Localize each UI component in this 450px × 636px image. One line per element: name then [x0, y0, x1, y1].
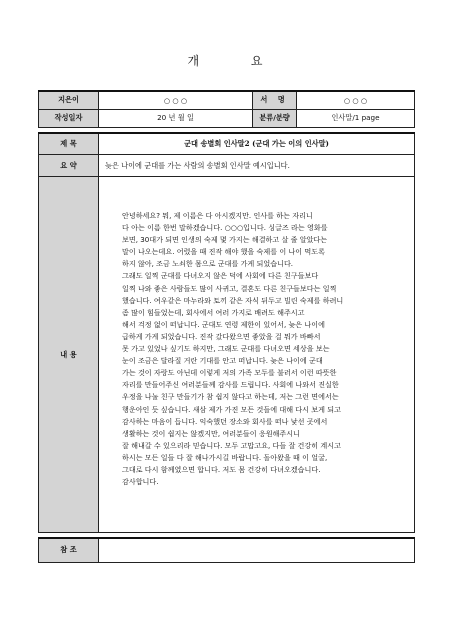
author-value: ○ ○ ○: [99, 91, 253, 109]
content-cell: [99, 177, 415, 533]
summary-value: 늦은 나이에 군대를 가는 사람의 송별회 인사말 예시입니다.: [99, 155, 415, 177]
date-value: 20 년 월 일: [99, 109, 253, 127]
subject-row: [39, 133, 415, 155]
subject-label: 제 목: [39, 133, 99, 155]
reference-label: 참 조: [39, 538, 99, 562]
category-value: 인사말/1 page: [297, 109, 415, 127]
content-text: 안녕하세요? 뭐, 제 이름은 다 아시겠지만. 인사를 하는 자리니 다 아는 이름 한번 말하겠습니다. ○○○입니다. 싱글즈 라는 영화를 보면, 30대가 되면 인생의 숙제 몇 가지는 해결하고 살 줄 알았다는 말이 나오는데요. 어렸을 때 진작 해야 했을 숙제를 이 나이 먹도록 하지 않아, 조금 노쇠한 몸으로 군대를 가게 되었습니다. 그래도 일찍 군대를 다녀오지 않은 덕에 사회에 다른 친구들보다 일찍 나와 좋은 사람들도 많이 사귀고, 결혼도 다른 친구들보다는 일찍 했습니다. 여우같은 마누라와 토끼 같은 자식 뒤두고 빌린 숙제를 하려니 좀 많이 힘들었는데, 회사에서 여러 가지로 배려도 해주시고 해서 걱정 없이 떠납니다. 군대도 연령 제한이 있어서, 늦은 나이에 급하게 가게 되었습니다. 진작 갔다왔으면 좋았을 걸 뭐가 바빠서 못 가고 있었나 싶기도 하지만, 그래도 군대를 다녀오면 세상을 보는 눈이 조금은 달라질 거란 기대를 안고 떠납니다. 늦은 나이에 군대 가는 것이 자랑도 아닌데 이렇게 저의 가족 모두를 불러서 이런 따뜻한 자리를 만들어주신 여러분들께 감사를 드립니다. 사회에 나와서 진실한 우정을 나눌 친구 만들기가 참 쉽지 않다고 하는데, 저는 그런 면에서는 행운아인 듯 싶습니다. 새삼 제가 가진 모든 것들에 대해 다시 보게 되고 감사하는 마음이 듭니다. 익숙했던 장소와 회사를 떠나 낯선 곳에서 생활하는 것이 쉽지는 않겠지만, 여러분들이 응원해주시니 잘 해내갈 수 있으리라 믿습니다. 모두 고맙고요, 다들 잘 건강히 계시고 하시는 모든 일들 다 잘 해나가시길 바랍니다. 돌아왔을 때 이 얼굴, 그대로 다시 함께였으면 합니다. 저도 몸 건강히 다녀오겠습니다. 감사합니다.: [122, 211, 344, 487]
name-label: 서 명: [253, 91, 297, 109]
document-title: 개 요: [187, 54, 287, 68]
category-label: 분류/분량: [253, 109, 297, 127]
date-label: 작성일자: [39, 109, 99, 127]
name-value: ○ ○ ○: [297, 91, 415, 109]
author-row: [39, 91, 415, 109]
content-label: 내 용: [39, 177, 99, 533]
author-label: 지은이: [39, 91, 99, 109]
content-row: [39, 177, 415, 533]
date-row: [39, 109, 415, 127]
subject-value: 군대 송별회 인사말2 (군대 가는 이의 인사말): [99, 133, 415, 155]
reference-row: [39, 538, 415, 562]
reference-value: [99, 538, 415, 562]
summary-label: 요 약: [39, 155, 99, 177]
overview-form: [38, 90, 415, 563]
summary-row: [39, 155, 415, 177]
